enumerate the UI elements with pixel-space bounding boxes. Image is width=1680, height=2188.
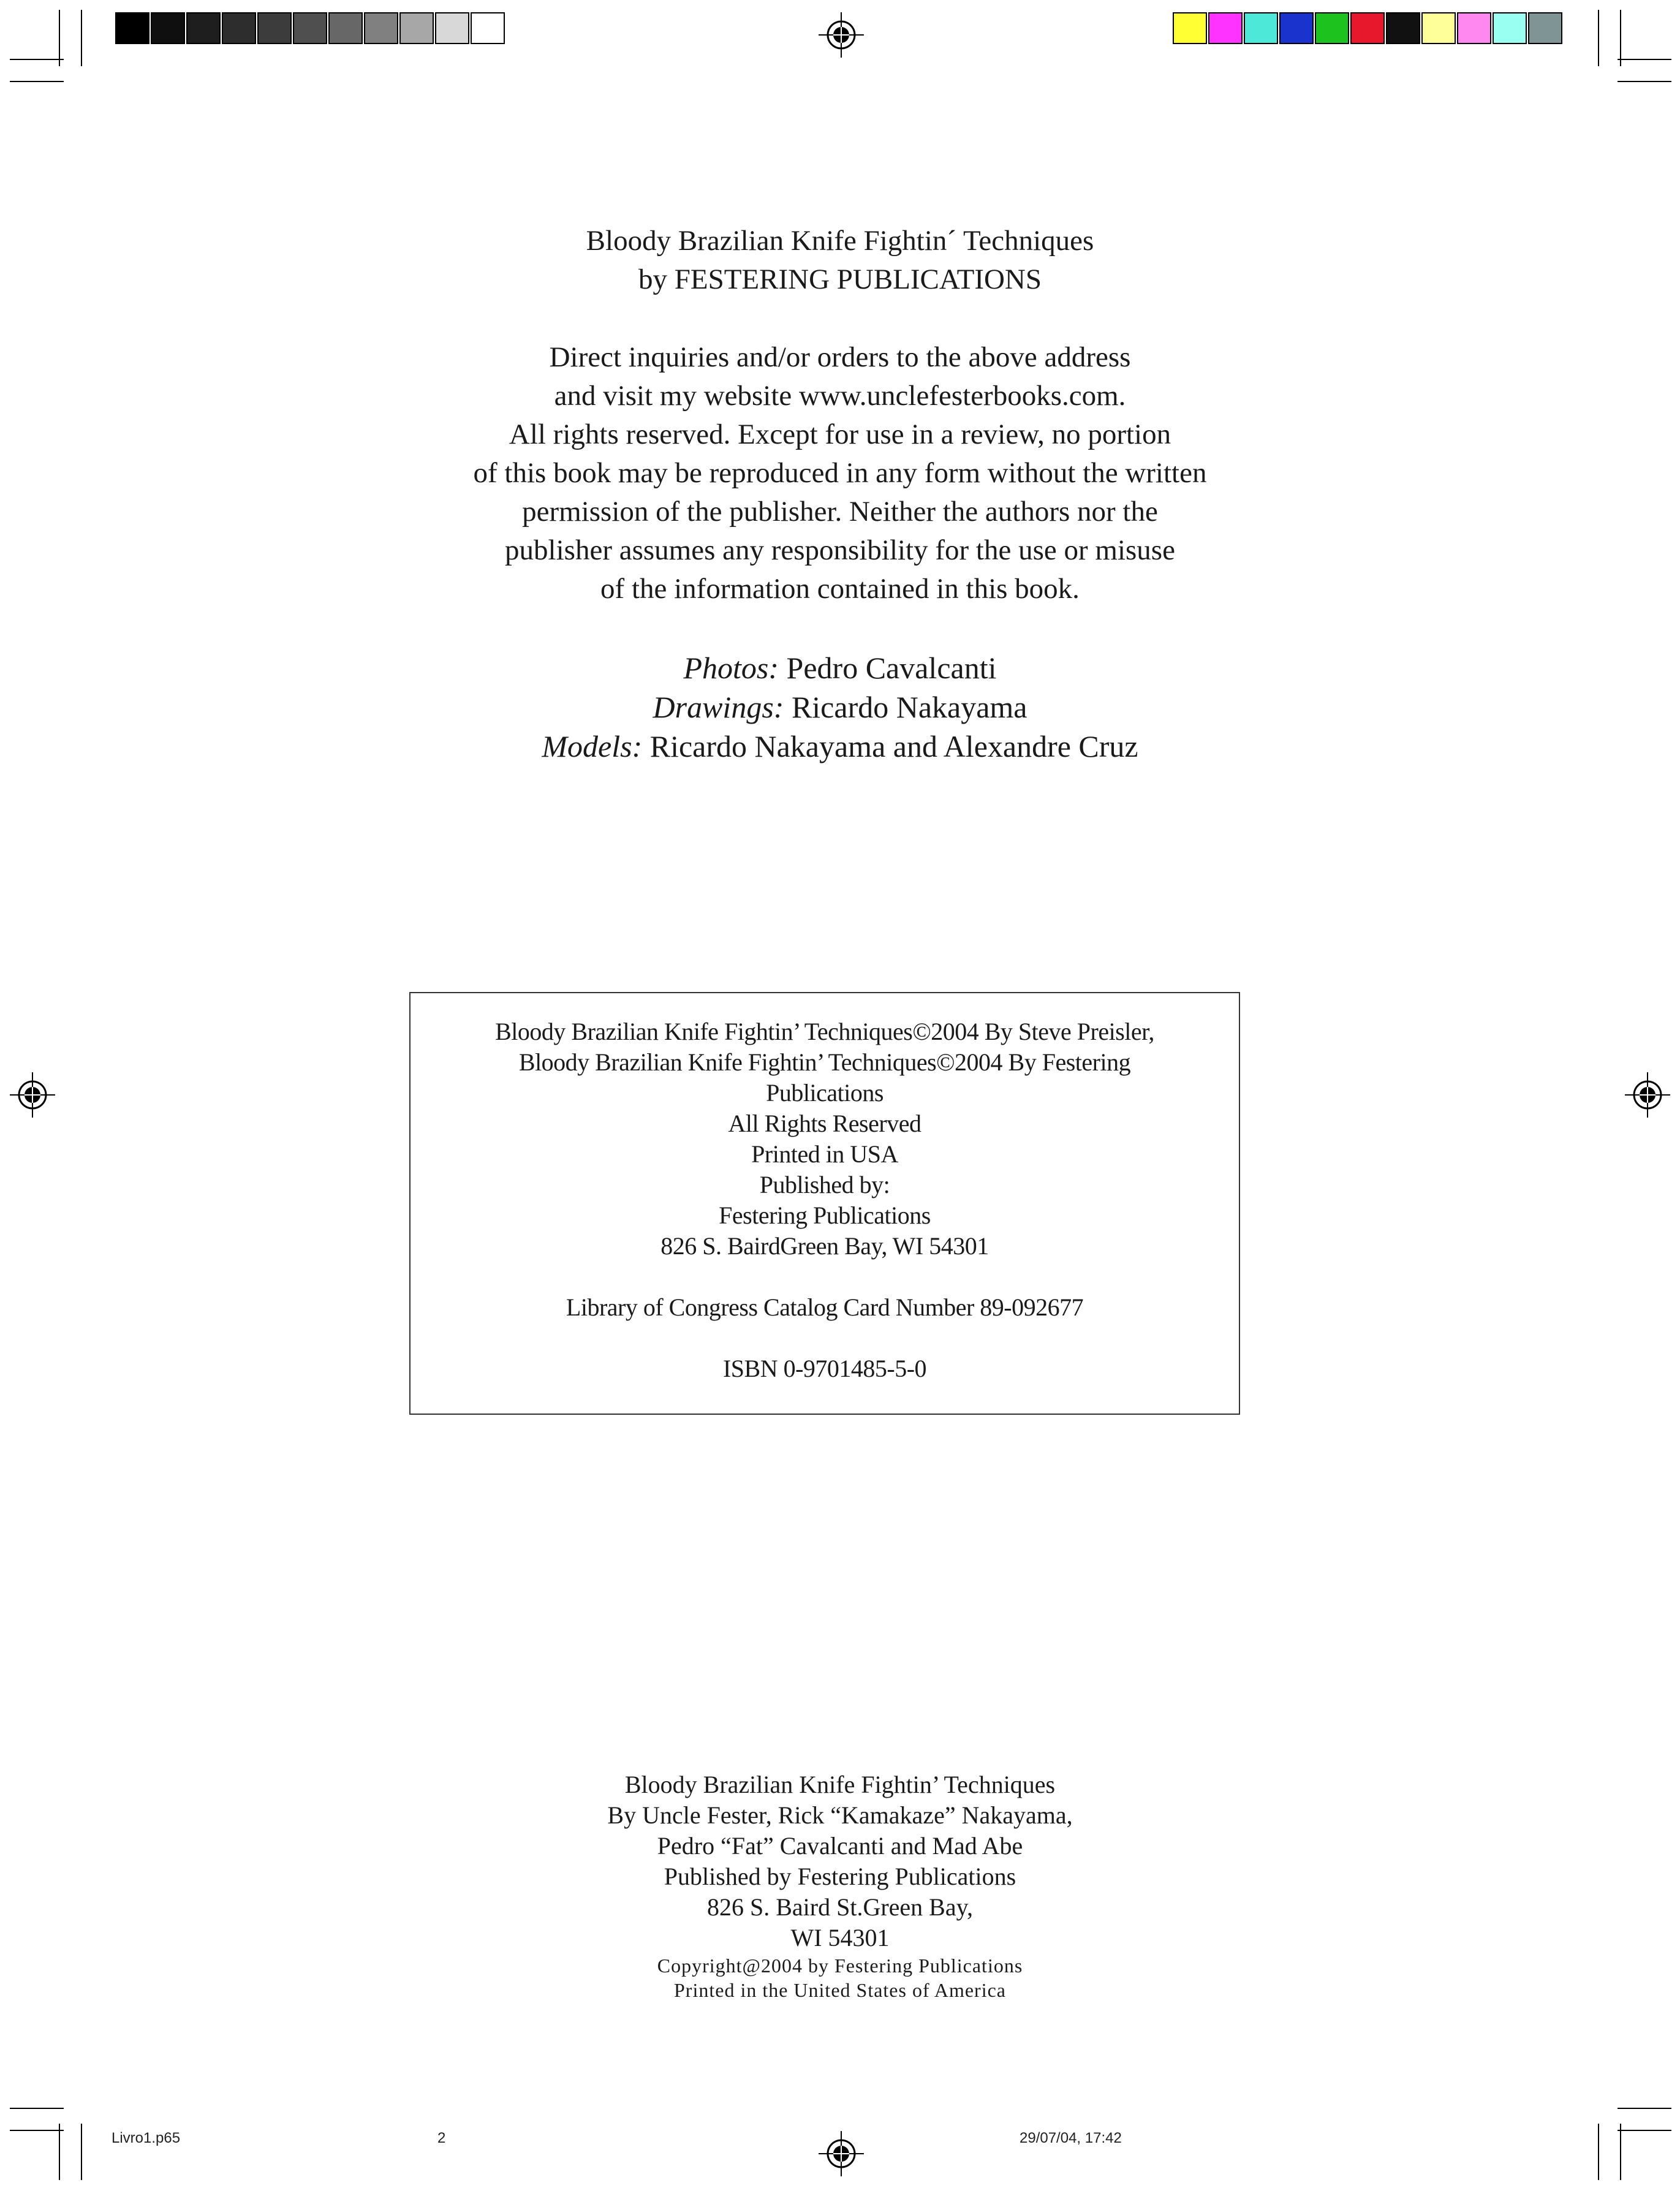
imprint-line: Published by Festering Publications [664,1863,1016,1890]
gray-swatch [328,12,363,44]
color-swatch [1244,12,1278,44]
imprint-copyright: Copyright@2004 by Festering Publications [657,1955,1023,1977]
credit-models [0,727,1680,766]
imprint-line: 826 S. Baird St.Green Bay, [706,1893,974,1921]
registration-mark-top-icon [819,12,864,58]
box-line: Publications [766,1079,884,1107]
credit-value: Ricardo Nakayama and Alexandre Cruz [642,729,1138,763]
gray-swatch [435,12,469,44]
color-swatch [1386,12,1420,44]
credits-block [0,648,1680,766]
book-title: Bloody Brazilian Knife Fightin´ Techniques [586,225,1094,257]
color-swatch [1457,12,1491,44]
credit-label: Drawings: [653,690,784,724]
rights-notice [0,338,1680,608]
gray-swatch [115,12,149,44]
box-line: 826 S. BairdGreen Bay, WI 54301 [660,1232,989,1260]
color-calibration-bar [1173,12,1564,44]
footer-filename: Livro1.p65 [112,2130,181,2146]
imprint-line: Bloody Brazilian Knife Fightin’ Techniques [624,1771,1056,1798]
box-line: Published by: [759,1171,890,1198]
credit-drawings [0,687,1680,727]
registration-mark-right-icon [1625,1072,1670,1118]
publisher-line: by FESTERING PUBLICATIONS [638,263,1042,295]
color-swatch [1493,12,1527,44]
imprint-line: Pedro “Fat” Cavalcanti and Mad Abe [657,1832,1023,1860]
isbn: ISBN 0-9701485-5-0 [722,1355,927,1382]
footer-datetime: 29/07/04, 17:42 [1020,2130,1122,2146]
color-swatch [1421,12,1456,44]
color-swatch [1173,12,1207,44]
gray-swatch [151,12,185,44]
gray-swatch [364,12,398,44]
credit-photos [0,648,1680,687]
credit-label: Models: [542,729,643,763]
gray-swatch [293,12,327,44]
box-line: Printed in USA [751,1140,898,1168]
gray-swatch [222,12,256,44]
registration-mark-left-icon [10,1072,55,1118]
title-block [0,222,1680,299]
notice-line: permission of the publisher. Neither the authors nor the [522,496,1158,528]
registration-mark-bottom-icon [819,2131,864,2176]
copyright-box [409,992,1240,1415]
color-swatch [1208,12,1243,44]
bottom-imprint [0,1770,1680,2002]
color-swatch [1315,12,1349,44]
gray-swatch [471,12,505,44]
color-swatch [1279,12,1314,44]
box-line: Bloody Brazilian Knife Fightin’ Techniques©2004 By Festering [518,1048,1131,1076]
gray-swatch [257,12,292,44]
notice-line: of the information contained in this book. [600,573,1080,605]
imprint-printed: Printed in the United States of America [674,1979,1006,2001]
grayscale-calibration-bar [115,12,506,44]
notice-line: and visit my website www.unclefesterbooks.com. [554,380,1126,412]
notice-line: All rights reserved. Except for use in a review, no portion [509,418,1171,450]
notice-line: of this book may be reproduced in any form without the written [473,457,1207,489]
notice-line: publisher assumes any responsibility for the use or misuse [505,534,1175,566]
footer-page-number: 2 [437,2130,446,2146]
catalog-number: Library of Congress Catalog Card Number 89-092677 [566,1293,1084,1321]
credit-label: Photos: [683,651,779,685]
box-line: All Rights Reserved [728,1110,921,1137]
credit-value: Pedro Cavalcanti [779,651,997,685]
color-swatch [1528,12,1562,44]
notice-line: Direct inquiries and/or orders to the above address [549,341,1131,373]
imprint-line: By Uncle Fester, Rick “Kamakaze” Nakayama, [607,1801,1073,1829]
box-line: Bloody Brazilian Knife Fightin’ Techniques©2004 By Steve Preisler, [495,1018,1154,1045]
credit-value: Ricardo Nakayama [784,690,1027,724]
gray-swatch [186,12,221,44]
gray-swatch [399,12,434,44]
color-swatch [1350,12,1385,44]
imprint-line: WI 54301 [790,1924,890,1951]
box-line: Festering Publications [719,1202,931,1229]
